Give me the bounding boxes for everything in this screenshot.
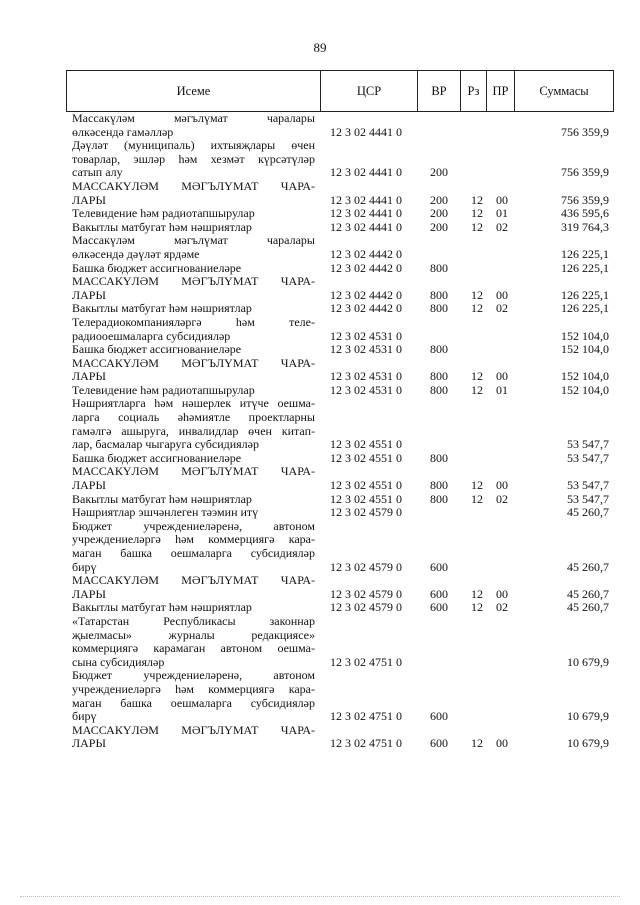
row-name-line: сына субсидияләр — [72, 654, 165, 669]
row-csr: 12 3 02 4751 0 — [330, 654, 402, 669]
row-csr: 12 3 02 4579 0 — [330, 600, 402, 615]
table-row — [0, 465, 640, 492]
row-vr: 600 — [430, 709, 448, 724]
row-rz: 12 — [471, 491, 483, 506]
row-sum: 126 225,1 — [561, 246, 609, 261]
row-sum: 126 225,1 — [561, 301, 609, 316]
row-csr: 12 3 02 4531 0 — [330, 369, 402, 384]
table-row — [0, 724, 640, 751]
row-csr: 12 3 02 4551 0 — [330, 437, 402, 452]
row-csr: 12 3 02 4441 0 — [330, 192, 402, 207]
row-sum: 10 679,9 — [567, 736, 609, 751]
row-csr: 12 3 02 4551 0 — [330, 491, 402, 506]
row-name — [0, 275, 315, 302]
header-name: Исеме — [67, 71, 321, 111]
row-vr: 600 — [430, 559, 448, 574]
row-sum: 45 260,7 — [567, 600, 609, 615]
row-name-line: бирү — [72, 559, 97, 574]
row-name — [0, 601, 315, 615]
row-rz: 12 — [471, 206, 483, 221]
row-name-line: «Татарстан Республикасы законнар — [72, 613, 315, 628]
table-row — [0, 112, 640, 139]
row-pr: 00 — [496, 586, 508, 601]
row-name — [0, 302, 315, 316]
table-row — [0, 316, 640, 343]
row-vr: 200 — [430, 206, 448, 221]
row-pr: 02 — [496, 219, 508, 234]
table-row — [0, 234, 640, 261]
header-pr: ПР — [487, 71, 515, 111]
row-name-line: ЛАРЫ — [72, 192, 106, 207]
row-name-line: сатып алу — [72, 165, 123, 180]
row-name-line: Нәшриятларга һәм нәшерлек итүче оешма- — [72, 396, 315, 411]
row-pr: 02 — [496, 491, 508, 506]
row-name-line: Нәшриятлар эшчәнлеген тәэмин итү — [72, 505, 259, 520]
row-name — [0, 506, 315, 520]
row-name-line: Вакытлы матбугат һәм нәшриятлар — [72, 600, 252, 615]
row-sum: 126 225,1 — [561, 260, 609, 275]
table-row — [0, 302, 640, 316]
header-vr: ВР — [418, 71, 461, 111]
row-pr: 02 — [496, 600, 508, 615]
row-name — [0, 221, 315, 235]
row-name-line: Бюджет учреждениеләренә, автоном — [72, 518, 315, 533]
row-name — [0, 574, 315, 601]
row-name — [0, 615, 315, 669]
row-name-line: гамәлгә ашыруга, инвалидлар өчен китап- — [72, 423, 315, 438]
row-sum: 152 104,0 — [561, 382, 609, 397]
header-csr: ЦСР — [321, 71, 418, 111]
row-name-line: МАССАКҮЛӘМ МӘГЪЛҮМАТ ЧАРА- — [72, 355, 315, 370]
row-csr: 12 3 02 4441 0 — [330, 219, 402, 234]
row-csr: 12 3 02 4442 0 — [330, 260, 402, 275]
row-vr: 800 — [430, 287, 448, 302]
row-name-line: Телевидение һәм радиотапшырулар — [72, 382, 255, 397]
row-name — [0, 384, 315, 398]
row-vr: 800 — [430, 260, 448, 275]
row-rz: 12 — [471, 192, 483, 207]
row-sum: 152 104,0 — [561, 369, 609, 384]
row-csr: 12 3 02 4531 0 — [330, 382, 402, 397]
row-name-line: ЛАРЫ — [72, 736, 106, 751]
row-csr: 12 3 02 4531 0 — [330, 328, 402, 343]
row-name-line: ЛАРЫ — [72, 287, 106, 302]
table-row — [0, 357, 640, 384]
row-csr: 12 3 02 4551 0 — [330, 478, 402, 493]
row-csr: 12 3 02 4751 0 — [330, 709, 402, 724]
table-row — [0, 669, 640, 723]
row-name — [0, 357, 315, 384]
row-name — [0, 397, 315, 451]
row-csr: 12 3 02 4531 0 — [330, 342, 402, 357]
row-name — [0, 316, 315, 343]
table-row — [0, 397, 640, 451]
table-row — [0, 207, 640, 221]
table-row — [0, 343, 640, 357]
table-body — [0, 112, 640, 751]
row-name — [0, 520, 315, 574]
row-name-line: Вакытлы матбугат һәм нәшриятлар — [72, 219, 252, 234]
row-csr: 12 3 02 4751 0 — [330, 736, 402, 751]
table-row — [0, 262, 640, 276]
row-vr: 800 — [430, 301, 448, 316]
table-row — [0, 221, 640, 235]
row-vr: 800 — [430, 478, 448, 493]
row-csr: 12 3 02 4442 0 — [330, 301, 402, 316]
row-name — [0, 180, 315, 207]
row-name-line: маган башка оешмаларга субсидияләр — [72, 695, 315, 710]
row-pr: 00 — [496, 736, 508, 751]
row-name-line: ЛАРЫ — [72, 586, 106, 601]
row-name-line: өлкәсендә дәүләт ярдәме — [72, 246, 200, 261]
row-pr: 00 — [496, 478, 508, 493]
row-vr: 800 — [430, 382, 448, 397]
row-name — [0, 465, 315, 492]
row-csr: 12 3 02 4442 0 — [330, 287, 402, 302]
row-name-line: ЛАРЫ — [72, 369, 106, 384]
row-csr: 12 3 02 4551 0 — [330, 450, 402, 465]
table-row — [0, 275, 640, 302]
row-sum: 436 595,6 — [561, 206, 609, 221]
scan-artifact-line — [20, 894, 620, 897]
table-row — [0, 493, 640, 507]
row-vr: 800 — [430, 491, 448, 506]
row-name-line: МАССАКҮЛӘМ МӘГЪЛҮМАТ ЧАРА- — [72, 178, 315, 193]
table-row — [0, 139, 640, 180]
row-name-line: өлкәсендә гамәлләр — [72, 124, 174, 139]
row-name-line: бирү — [72, 709, 97, 724]
row-pr: 00 — [496, 369, 508, 384]
row-rz: 12 — [471, 301, 483, 316]
row-pr: 01 — [496, 382, 508, 397]
table-row — [0, 574, 640, 601]
row-name-line: Телерадиокомпанияләргә һәм теле- — [72, 314, 315, 329]
row-csr: 12 3 02 4579 0 — [330, 559, 402, 574]
row-vr: 200 — [430, 165, 448, 180]
row-pr: 01 — [496, 206, 508, 221]
row-name-line: учреждениеләргә һәм коммерциягә кара- — [72, 681, 315, 696]
row-rz: 12 — [471, 736, 483, 751]
row-sum: 756 359,9 — [561, 192, 609, 207]
row-sum: 319 764,3 — [561, 219, 609, 234]
table-row — [0, 384, 640, 398]
row-csr: 12 3 02 4441 0 — [330, 206, 402, 221]
row-name-line: Башка бюджет ассигнованиеләре — [72, 260, 242, 275]
row-name — [0, 669, 315, 723]
row-name — [0, 207, 315, 221]
row-sum: 53 547,7 — [567, 478, 609, 493]
row-name — [0, 112, 315, 139]
row-name-line: лар, басмалар чыгаруга субсидияләр — [72, 437, 259, 452]
row-pr: 00 — [496, 192, 508, 207]
row-sum: 126 225,1 — [561, 287, 609, 302]
table-header — [66, 70, 614, 112]
row-sum: 152 104,0 — [561, 328, 609, 343]
row-pr: 02 — [496, 301, 508, 316]
table-row — [0, 506, 640, 520]
row-name-line: радиооешмаларга субсидияләр — [72, 328, 231, 343]
row-name-line: Вакытлы матбугат һәм нәшриятлар — [72, 301, 252, 316]
row-sum: 53 547,7 — [567, 491, 609, 506]
row-csr: 12 3 02 4441 0 — [330, 165, 402, 180]
row-name-line: Массакүләм мәгълүмат чаралары — [72, 233, 315, 248]
row-name — [0, 139, 315, 180]
row-sum: 45 260,7 — [567, 505, 609, 520]
row-vr: 600 — [430, 586, 448, 601]
row-name — [0, 452, 315, 466]
table-row — [0, 520, 640, 574]
header-sum: Суммасы — [539, 83, 589, 98]
row-name-line: Дәүләт (муниципаль) ихтыяҗлары өчен — [72, 138, 315, 153]
row-name-line: җыелмасы» журналы редакциясе» — [72, 627, 315, 642]
row-name-line: ларга социаль әһәмиятле проектларны — [72, 410, 315, 425]
row-name-line: МАССАКҮЛӘМ МӘГЪЛҮМАТ ЧАРА- — [72, 274, 315, 289]
header-rz: Рз — [461, 71, 487, 111]
row-vr: 800 — [430, 450, 448, 465]
row-name — [0, 262, 315, 276]
row-name-line: коммерциягә карамаган автоном оешма- — [72, 641, 315, 656]
row-vr: 200 — [430, 192, 448, 207]
row-name-line: учреждениеләргә һәм коммерциягә кара- — [72, 532, 315, 547]
row-name — [0, 343, 315, 357]
row-rz: 12 — [471, 600, 483, 615]
row-rz: 12 — [471, 287, 483, 302]
table-row — [0, 615, 640, 669]
row-rz: 12 — [471, 586, 483, 601]
row-sum: 45 260,7 — [567, 586, 609, 601]
row-sum: 756 359,9 — [561, 165, 609, 180]
row-rz: 12 — [471, 478, 483, 493]
table-row — [0, 601, 640, 615]
table-row — [0, 452, 640, 466]
row-name-line: Массакүләм мәгълүмат чаралары — [72, 111, 315, 125]
row-name-line: МАССАКҮЛӘМ МӘГЪЛҮМАТ ЧАРА- — [72, 573, 315, 588]
row-csr: 12 3 02 4441 0 — [330, 124, 402, 139]
row-name-line: МАССАКҮЛӘМ МӘГЪЛҮМАТ ЧАРА- — [72, 464, 315, 479]
row-sum: 756 359,9 — [561, 124, 609, 139]
row-name-line: Телевидение һәм радиотапшырулар — [72, 206, 255, 221]
row-name-line: товарлар, эшләр һәм хезмәт күрсәтүләр — [72, 151, 315, 166]
row-vr: 600 — [430, 600, 448, 615]
row-pr: 00 — [496, 287, 508, 302]
row-vr: 200 — [430, 219, 448, 234]
row-sum: 53 547,7 — [567, 437, 609, 452]
row-sum: 53 547,7 — [567, 450, 609, 465]
row-name-line: Башка бюджет ассигнованиеләре — [72, 342, 242, 357]
row-name-line: ЛАРЫ — [72, 478, 106, 493]
row-vr: 800 — [430, 342, 448, 357]
row-name-line: Башка бюджет ассигнованиеләре — [72, 450, 242, 465]
row-sum: 45 260,7 — [567, 559, 609, 574]
row-vr: 600 — [430, 736, 448, 751]
row-csr: 12 3 02 4579 0 — [330, 505, 402, 520]
row-csr: 12 3 02 4579 0 — [330, 586, 402, 601]
row-rz: 12 — [471, 382, 483, 397]
row-csr: 12 3 02 4442 0 — [330, 246, 402, 261]
row-rz: 12 — [471, 369, 483, 384]
row-name-line: маган башка оешмаларга субсидияләр — [72, 546, 315, 560]
row-name — [0, 234, 315, 261]
page-number: 89 — [313, 40, 327, 55]
row-name — [0, 493, 315, 507]
row-name-line: Вакытлы матбугат һәм нәшриятлар — [72, 491, 252, 506]
row-name-line: МАССАКҮЛӘМ МӘГЪЛҮМАТ ЧАРА- — [72, 722, 315, 737]
row-sum: 10 679,9 — [567, 709, 609, 724]
row-rz: 12 — [471, 219, 483, 234]
row-name-line: Бюджет учреждениеләренә, автоном — [72, 668, 315, 683]
row-sum: 10 679,9 — [567, 654, 609, 669]
table-row — [0, 180, 640, 207]
row-vr: 800 — [430, 369, 448, 384]
row-name — [0, 724, 315, 751]
row-sum: 152 104,0 — [561, 342, 609, 357]
